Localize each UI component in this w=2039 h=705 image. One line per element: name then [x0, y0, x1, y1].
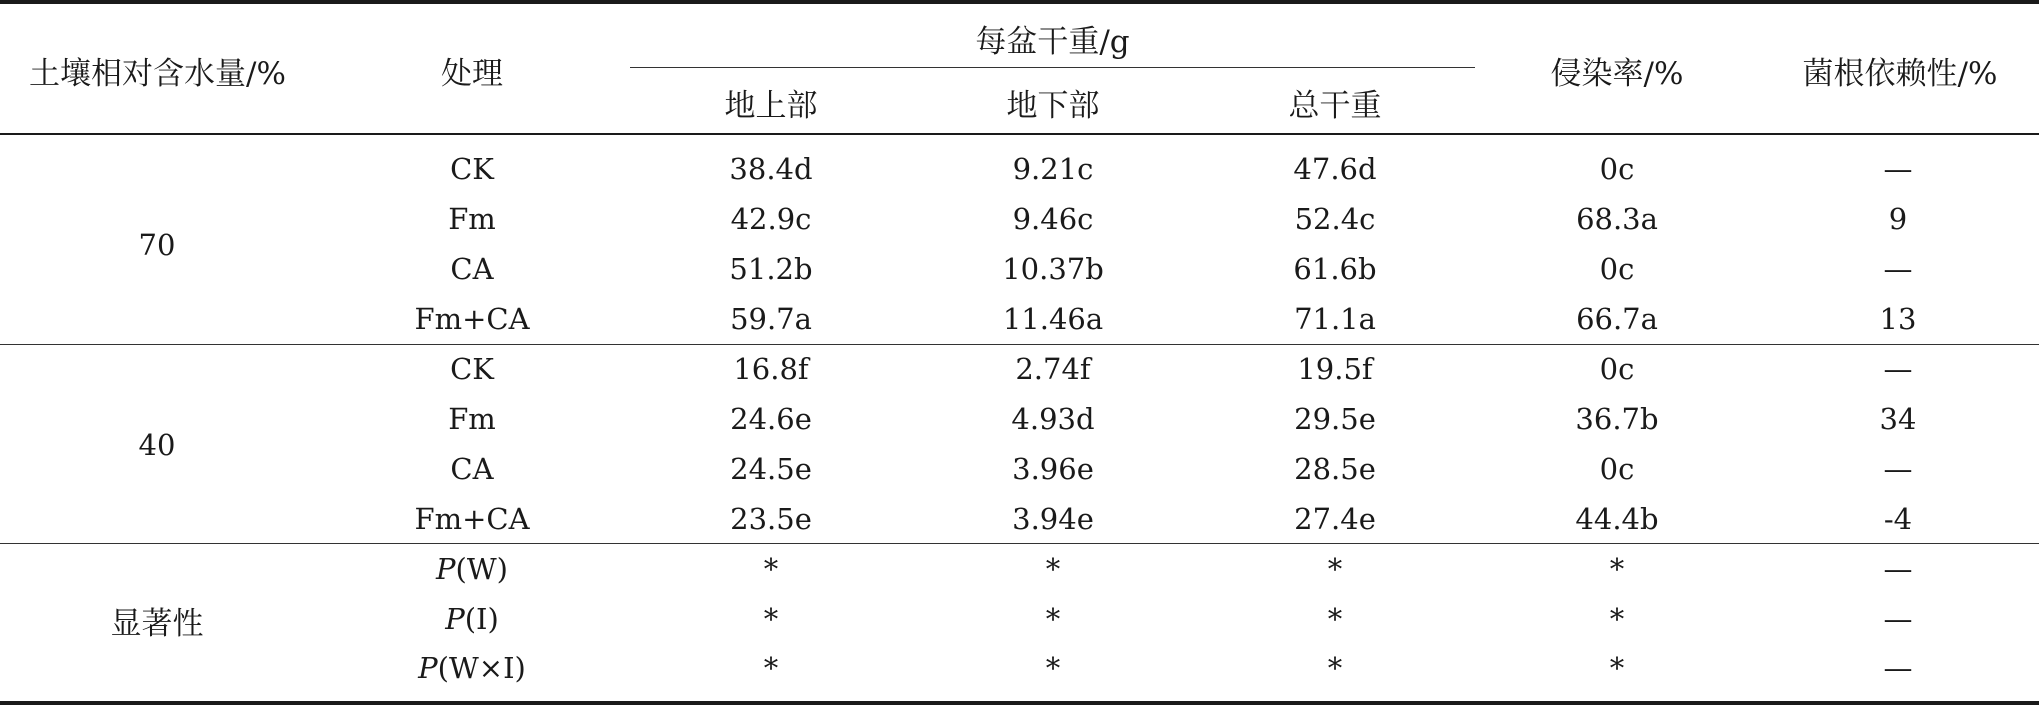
dependency-cell: —: [1883, 602, 1913, 636]
shoot-cell: 23.5e: [730, 502, 812, 536]
total-cell: 61.6b: [1293, 252, 1377, 286]
dependency-cell: —: [1883, 252, 1913, 286]
total-cell: 27.4e: [1294, 502, 1376, 536]
infection-cell: 44.4b: [1575, 502, 1659, 536]
dependency-cell: 34: [1879, 402, 1917, 436]
col-header-moisture: 土壤相对含水量/%: [29, 56, 286, 92]
dependency-cell: 9: [1888, 202, 1908, 236]
treatment-cell: Fm: [448, 202, 496, 236]
dependency-cell: —: [1883, 452, 1913, 486]
total-cell: 52.4c: [1294, 202, 1376, 236]
root-cell: 2.74f: [1015, 352, 1091, 386]
dry-weight-subrule: [630, 67, 1475, 68]
treatment-cell: Fm: [448, 402, 496, 436]
total-cell: *: [1327, 552, 1343, 586]
total-cell: *: [1327, 651, 1343, 685]
treatment-cell: CK: [450, 152, 494, 186]
infection-cell: 0c: [1599, 352, 1635, 386]
shoot-cell: *: [763, 651, 779, 685]
total-cell: 19.5f: [1297, 352, 1373, 386]
col-header-shoot: 地上部: [724, 88, 818, 124]
infection-cell: 68.3a: [1576, 202, 1658, 236]
col-header-total: 总干重: [1288, 88, 1382, 124]
root-cell: 11.46a: [1002, 302, 1104, 336]
total-cell: 47.6d: [1293, 152, 1377, 186]
root-cell: 9.21c: [1012, 152, 1094, 186]
total-cell: 29.5e: [1294, 402, 1376, 436]
shoot-cell: 59.7a: [730, 302, 812, 336]
infection-cell: 0c: [1599, 252, 1635, 286]
dependency-cell: —: [1883, 651, 1913, 685]
moisture-level: 70: [138, 228, 176, 262]
treatment-cell: Fm+CA: [414, 302, 530, 336]
root-cell: *: [1045, 602, 1061, 636]
shoot-cell: 51.2b: [729, 252, 813, 286]
infection-cell: 0c: [1599, 152, 1635, 186]
col-header-root: 地下部: [1006, 88, 1100, 124]
infection-cell: 66.7a: [1576, 302, 1658, 336]
root-cell: 9.46c: [1012, 202, 1094, 236]
col-header-dry-weight: 每盆干重/g: [975, 24, 1130, 60]
root-cell: 3.94e: [1012, 502, 1094, 536]
significance-label: 显著性: [110, 606, 204, 642]
treatment-cell: CA: [450, 452, 494, 486]
col-header-treatment: 处理: [441, 56, 503, 92]
infection-cell: *: [1609, 651, 1625, 685]
infection-cell: *: [1609, 602, 1625, 636]
moisture-level: 40: [138, 428, 176, 462]
total-cell: 28.5e: [1294, 452, 1376, 486]
dependency-cell: -4: [1883, 502, 1913, 536]
factor-cell: P(W): [436, 552, 508, 586]
root-cell: *: [1045, 552, 1061, 586]
shoot-cell: *: [763, 602, 779, 636]
dependency-cell: —: [1883, 152, 1913, 186]
treatment-cell: CK: [450, 352, 494, 386]
shoot-cell: 16.8f: [733, 352, 809, 386]
group-divider: [0, 344, 2039, 345]
root-cell: 4.93d: [1011, 402, 1095, 436]
bottom-rule: [0, 701, 2039, 705]
shoot-cell: 38.4d: [729, 152, 813, 186]
infection-cell: 0c: [1599, 452, 1635, 486]
factor-cell: P(I): [445, 602, 499, 636]
header-rule: [0, 133, 2039, 135]
dependency-cell: 13: [1879, 302, 1917, 336]
shoot-cell: 24.5e: [730, 452, 812, 486]
root-cell: 3.96e: [1012, 452, 1094, 486]
dependency-cell: —: [1883, 552, 1913, 586]
shoot-cell: 24.6e: [730, 402, 812, 436]
infection-cell: *: [1609, 552, 1625, 586]
shoot-cell: *: [763, 552, 779, 586]
treatment-cell: Fm+CA: [414, 502, 530, 536]
treatment-cell: CA: [450, 252, 494, 286]
col-header-dependency: 菌根依赖性/%: [1802, 56, 1998, 92]
total-cell: 71.1a: [1294, 302, 1376, 336]
dependency-cell: —: [1883, 352, 1913, 386]
col-header-infection: 侵染率/%: [1550, 56, 1684, 92]
shoot-cell: 42.9c: [730, 202, 812, 236]
root-cell: *: [1045, 651, 1061, 685]
top-rule: [0, 0, 2039, 4]
group-divider: [0, 543, 2039, 544]
factor-cell: P(W×I): [418, 651, 526, 685]
total-cell: *: [1327, 602, 1343, 636]
root-cell: 10.37b: [1002, 252, 1104, 286]
infection-cell: 36.7b: [1575, 402, 1659, 436]
